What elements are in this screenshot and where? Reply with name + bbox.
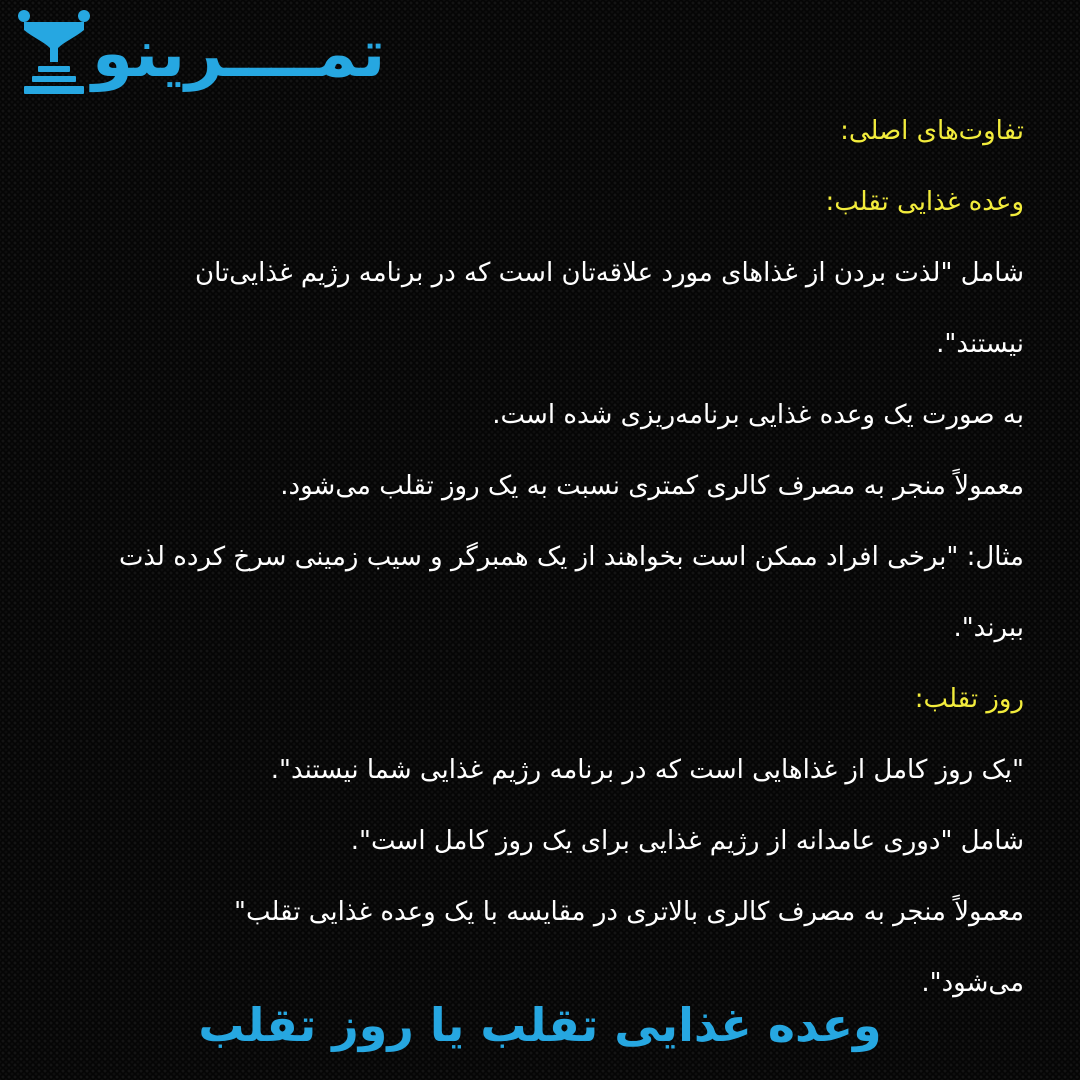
article-body [34,96,1024,1019]
trophy-icon [14,8,94,100]
logo-text: تمــــرینو [92,15,386,92]
text-line: می‌شود". [921,968,1024,998]
text-line: معمولاً منجر به مصرف کالری کمتری نسبت به یک روز تقلب می‌شود. [280,471,1024,501]
section-heading-main-differences: تفاوت‌های اصلی: [840,116,1024,146]
text-line: ببرند". [953,613,1024,643]
text-line: معمولاً منجر به مصرف کالری بالاتری در مقایسه با یک وعده غذایی تقلب" [234,897,1024,927]
text-line: شامل "دوری عامدانه از رژیم غذایی برای یک روز کامل است". [350,826,1024,856]
text-line: "یک روز کامل از غذاهایی است که در برنامه رژیم غذایی شما نیستند". [270,755,1024,785]
text-line: به صورت یک وعده غذایی برنامه‌ریزی شده است. [492,400,1024,430]
text-line: شامل "لذت بردن از غذاهای مورد علاقه‌تان است که در برنامه رژیم غذایی‌تان [194,258,1024,288]
section-heading-cheat-meal: وعده غذایی تقلب: [825,187,1024,217]
text-line: نیستند". [936,329,1024,359]
brand-logo [14,8,444,100]
text-line: مثال: "برخی افراد ممکن است بخواهند از یک همبرگر و سیب زمینی سرخ کرده لذت [118,542,1024,572]
section-heading-cheat-day: روز تقلب: [914,684,1024,714]
footer-title: وعده غذایی تقلب یا روز تقلب [198,998,882,1052]
